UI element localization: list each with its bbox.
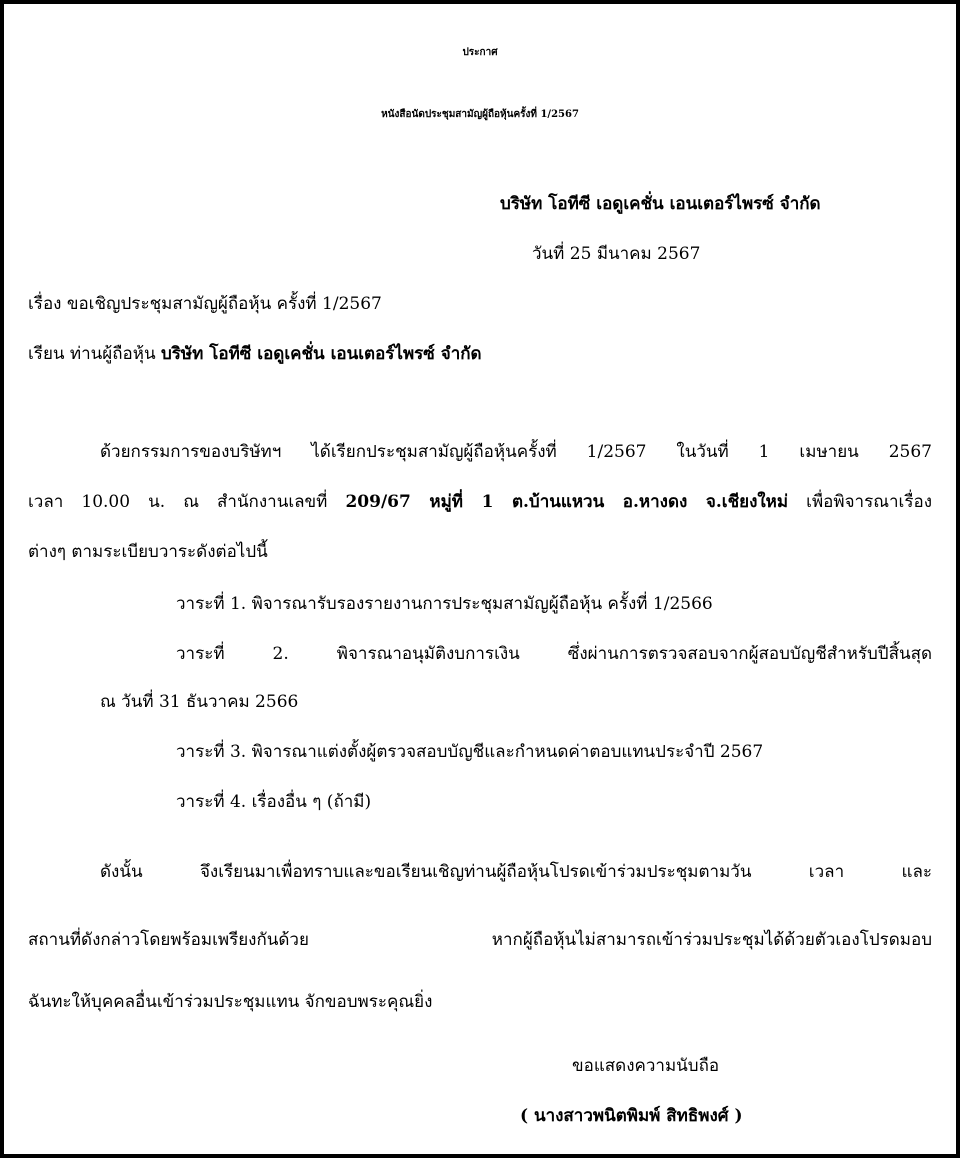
- document-title: ประกาศ: [462, 47, 498, 58]
- agenda-item-1: วาระที่ 1. พิจารณารับรองรายงานการประชุมสามัญผู้ถือหุ้น ครั้งที่ 1/2566: [176, 594, 713, 614]
- subject-line: เรื่อง ขอเชิญประชุมสามัญผู้ถือหุ้น ครั้งที่ 1/2567: [28, 294, 382, 314]
- meeting-purpose: เพื่อพิจารณาเรื่อง: [806, 492, 932, 512]
- document-subtitle: หนังสือนัดประชุมสามัญผู้ถือหุ้นครั้งที่ 1/2567: [381, 109, 579, 120]
- paragraph-2-line-2: สถานที่ดังกล่าวโดยพร้อมเพรียงกันด้วย หากผู้ถือหุ้นไม่สามารถเข้าร่วมประชุมได้ด้วยตัวเองโปรดมอบ: [28, 930, 932, 950]
- recipient-company: บริษัท โอทีซี เอดูเคชั่น เอนเตอร์ไพรซ์ จำกัด: [161, 344, 482, 364]
- meeting-address: 209/67 หมู่ที่ 1 ต.บ้านแหวน อ.หางดง จ.เชียงใหม่: [345, 492, 789, 512]
- meeting-time: เวลา 10.00 น. ณ สำนักงานเลขที่: [28, 492, 328, 512]
- paragraph-1-line-1: ด้วยกรรมการของบริษัทฯ ได้เรียกประชุมสามัญผู้ถือหุ้นครั้งที่ 1/2567 ในวันที่ 1 เมษายน 2567: [100, 442, 932, 462]
- paragraph-1-line-2: [28, 494, 932, 511]
- agenda-item-2: วาระที่ 2. พิจารณาอนุมัติงบการเงิน ซึ่งผ่านการตรวจสอบจากผู้สอบบัญชีสำหรับปีสิ้นสุด: [176, 644, 932, 664]
- paragraph-2-line-3: ฉันทะให้บุคคลอื่นเข้าร่วมประชุมแทน จักขอบพระคุณยิ่ง: [28, 992, 433, 1012]
- signer-name: ( นางสาวพนิตพิมพ์ สิทธิพงศ์ ): [520, 1106, 743, 1126]
- agenda-item-3: วาระที่ 3. พิจารณาแต่งตั้งผู้ตรวจสอบบัญชีและกำหนดค่าตอบแทนประจำปี 2567: [176, 742, 764, 762]
- agenda-item-2-continued: ณ วันที่ 31 ธันวาคม 2566: [100, 692, 299, 712]
- company-name: บริษัท โอทีซี เอดูเคชั่น เอนเตอร์ไพรซ์ จำกัด: [500, 194, 821, 214]
- document-date: วันที่ 25 มีนาคม 2567: [532, 244, 701, 264]
- paragraph-1-line-3: ต่างๆ ตามระเบียบวาระดังต่อไปนี้: [28, 542, 268, 562]
- recipient-label: เรียน ท่านผู้ถือหุ้น: [28, 344, 156, 364]
- closing-salutation: ขอแสดงความนับถือ: [572, 1056, 720, 1076]
- paragraph-2-line-1: ดังนั้น จึงเรียนมาเพื่อทราบและขอเรียนเชิญท่านผู้ถือหุ้นโปรดเข้าร่วมประชุมตามวัน เวลา และ: [100, 862, 932, 882]
- agenda-item-4: วาระที่ 4. เรื่องอื่น ๆ (ถ้ามี): [176, 792, 372, 812]
- recipient-line: [28, 346, 482, 363]
